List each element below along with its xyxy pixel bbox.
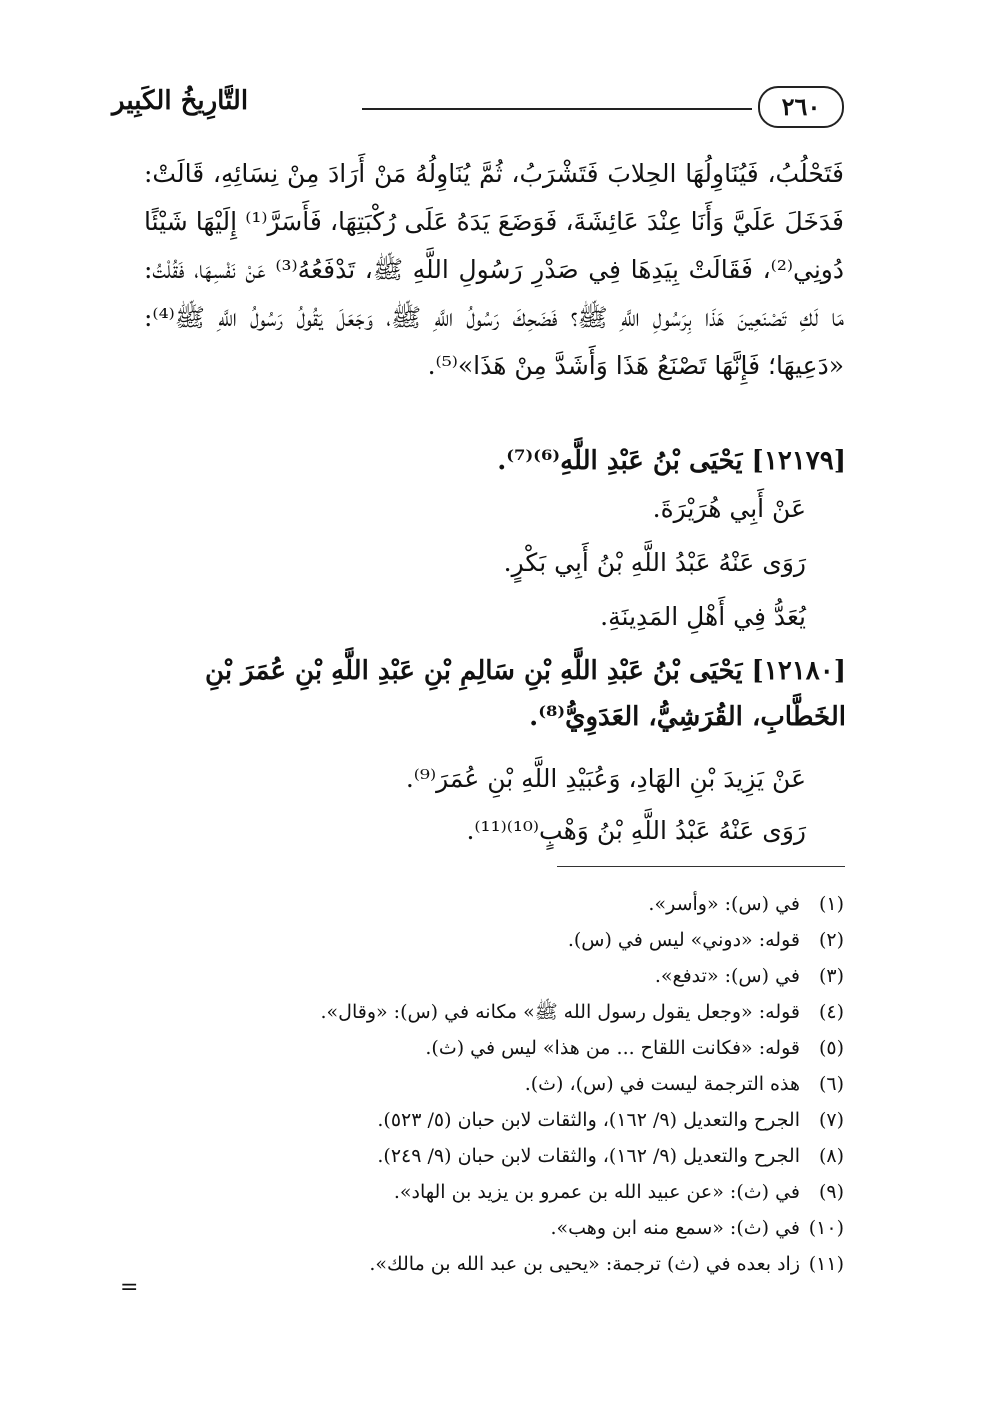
footnote-text: هذه الترجمة ليست في (س)، (ث). xyxy=(524,1073,800,1095)
footnote-number: (١٠) xyxy=(808,1217,844,1239)
page-number: ٢٦٠ xyxy=(758,86,844,128)
footnote-text: في (ث): «سمع منه ابن وهب». xyxy=(550,1217,800,1239)
footnote xyxy=(150,1066,844,1102)
footnote-number: (١١) xyxy=(808,1253,844,1275)
footnote-number: (٤) xyxy=(818,1001,844,1023)
footnote xyxy=(150,1102,844,1138)
footnote-text: زاد بعده في (ث) ترجمة: «يحيى بن عبد الله بن مالك». xyxy=(369,1253,800,1275)
footnote-number: (٣) xyxy=(818,965,844,987)
footnote-text: في (س): «تدفع». xyxy=(654,965,800,987)
footnote-number: (٦) xyxy=(818,1073,844,1095)
footnote-text: في (س): «وأسر». xyxy=(648,893,800,915)
entry-heading-12179: [١٢١٧٩] يَحْيَى بْنُ عَبْدِ اللَّهِ⁽⁶⁾⁽⁷⁾. xyxy=(497,446,846,476)
footnote-number: (٢) xyxy=(818,929,844,951)
footnote xyxy=(150,1030,844,1066)
footnote-number: (٥) xyxy=(818,1037,844,1059)
entry-line: عَنْ يَزِيدَ بْنِ الهَادِ، وَعُبَيْدِ اللَّهِ بْنِ عُمَرَ⁽⁹⁾. xyxy=(405,764,806,793)
footnote xyxy=(150,994,844,1030)
footnote xyxy=(150,1246,844,1282)
margin-mark: = xyxy=(120,1275,139,1300)
footnote-number: (٧) xyxy=(818,1109,844,1131)
footnote-number: (١) xyxy=(818,893,844,915)
footnote-text: قوله: «دوني» ليس في (س). xyxy=(567,929,800,951)
footnote-text: قوله: «وجعل يقول رسول الله ﷺ» مكانه في (س): «وقال». xyxy=(320,1001,800,1023)
footnotes xyxy=(150,886,844,1282)
footnote-text: الجرح والتعديل (٩/ ١٦٢)، والثقات لابن حبان (٥/ ٥٢٣). xyxy=(377,1109,800,1131)
entry-line: يُعَدُّ فِي أَهْلِ المَدِينَةِ. xyxy=(600,602,806,631)
entry-heading-12180: [١٢١٨٠] يَحْيَى بْنُ عَبْدِ اللَّهِ بْنِ سَالِمِ بْنِ عَبْدِ اللَّهِ بْنِ عُمَرَ بْنِ الخَطَّابِ، القُرَشِيُّ، العَدَوِيُّ⁽⁸⁾. xyxy=(205,656,846,732)
header-rule xyxy=(362,108,752,110)
footnote xyxy=(150,922,844,958)
book-title: التَّارِيخُ الكَبِير xyxy=(112,86,249,116)
footnote-text: قوله: «فكانت اللقاح ... من هذا» ليس في (ث). xyxy=(425,1037,800,1059)
footnote xyxy=(150,1138,844,1174)
footnote-number: (٨) xyxy=(818,1145,844,1167)
footnote-text: الجرح والتعديل (٩/ ١٦٢)، والثقات لابن حبان (٩/ ٢٤٩). xyxy=(377,1145,800,1167)
footnote-separator xyxy=(557,866,845,867)
footnote xyxy=(150,958,844,994)
footnote-text: في (ث): «عن عبيد الله بن عمرو بن يزيد بن الهاد». xyxy=(393,1181,800,1203)
footnote xyxy=(150,886,844,922)
footnote-number: (٩) xyxy=(818,1181,844,1203)
entry-line: عَنْ أَبِي هُرَيْرَةَ. xyxy=(652,494,806,523)
main-paragraph: فَتَحْلُبُ، فَيُنَاوِلُهَا الحِلابَ فَتَشْرَبُ، ثُمَّ يُنَاوِلُهُ مَنْ أَرَادَ مِنْ نِسَائِهِ، قَالَتْ: فَدَخَلَ عَلَيَّ وَأَنَا عِنْدَ عَائِشَةَ، فَوَضَعَ يَدَهُ عَلَى رُكْبَتِهَا، فَأَسَرَّ⁽¹⁾ إِلَيْهَا شَيْئًا دُونِي⁽²⁾، فَقَالَتْ بِيَدِهَا فِي صَدْرِ رَسُولِ اللَّهِ ﷺ، تَدْفَعُهُ⁽³⁾ عَنْ نَفْسِهَا، فَقُلْتُ: مَا لَكِ تَصْنَعِينَ هَذَا بِرَسُولِ اللَّهِ ﷺ؟ فَضَحِكَ رَسُولُ اللَّهِ ﷺ، وَجَعَلَ يَقُولُ رَسُولُ اللَّهِ ﷺ⁽⁴⁾: «دَعِيهَا؛ فَإِنَّهَا تَصْنَعُ هَذَا وَأَشَدَّ مِنْ هَذَا»⁽⁵⁾. xyxy=(144,159,844,380)
footnote xyxy=(150,1174,844,1210)
entry-line: رَوَى عَنْهُ عَبْدُ اللَّهِ بْنُ وَهْبٍ⁽¹⁰⁾⁽¹¹⁾. xyxy=(466,816,806,845)
footnote xyxy=(150,1210,844,1246)
page-header xyxy=(112,86,852,132)
entry-line: رَوَى عَنْهُ عَبْدُ اللَّهِ بْنُ أَبِي بَكْرٍ. xyxy=(503,548,806,577)
